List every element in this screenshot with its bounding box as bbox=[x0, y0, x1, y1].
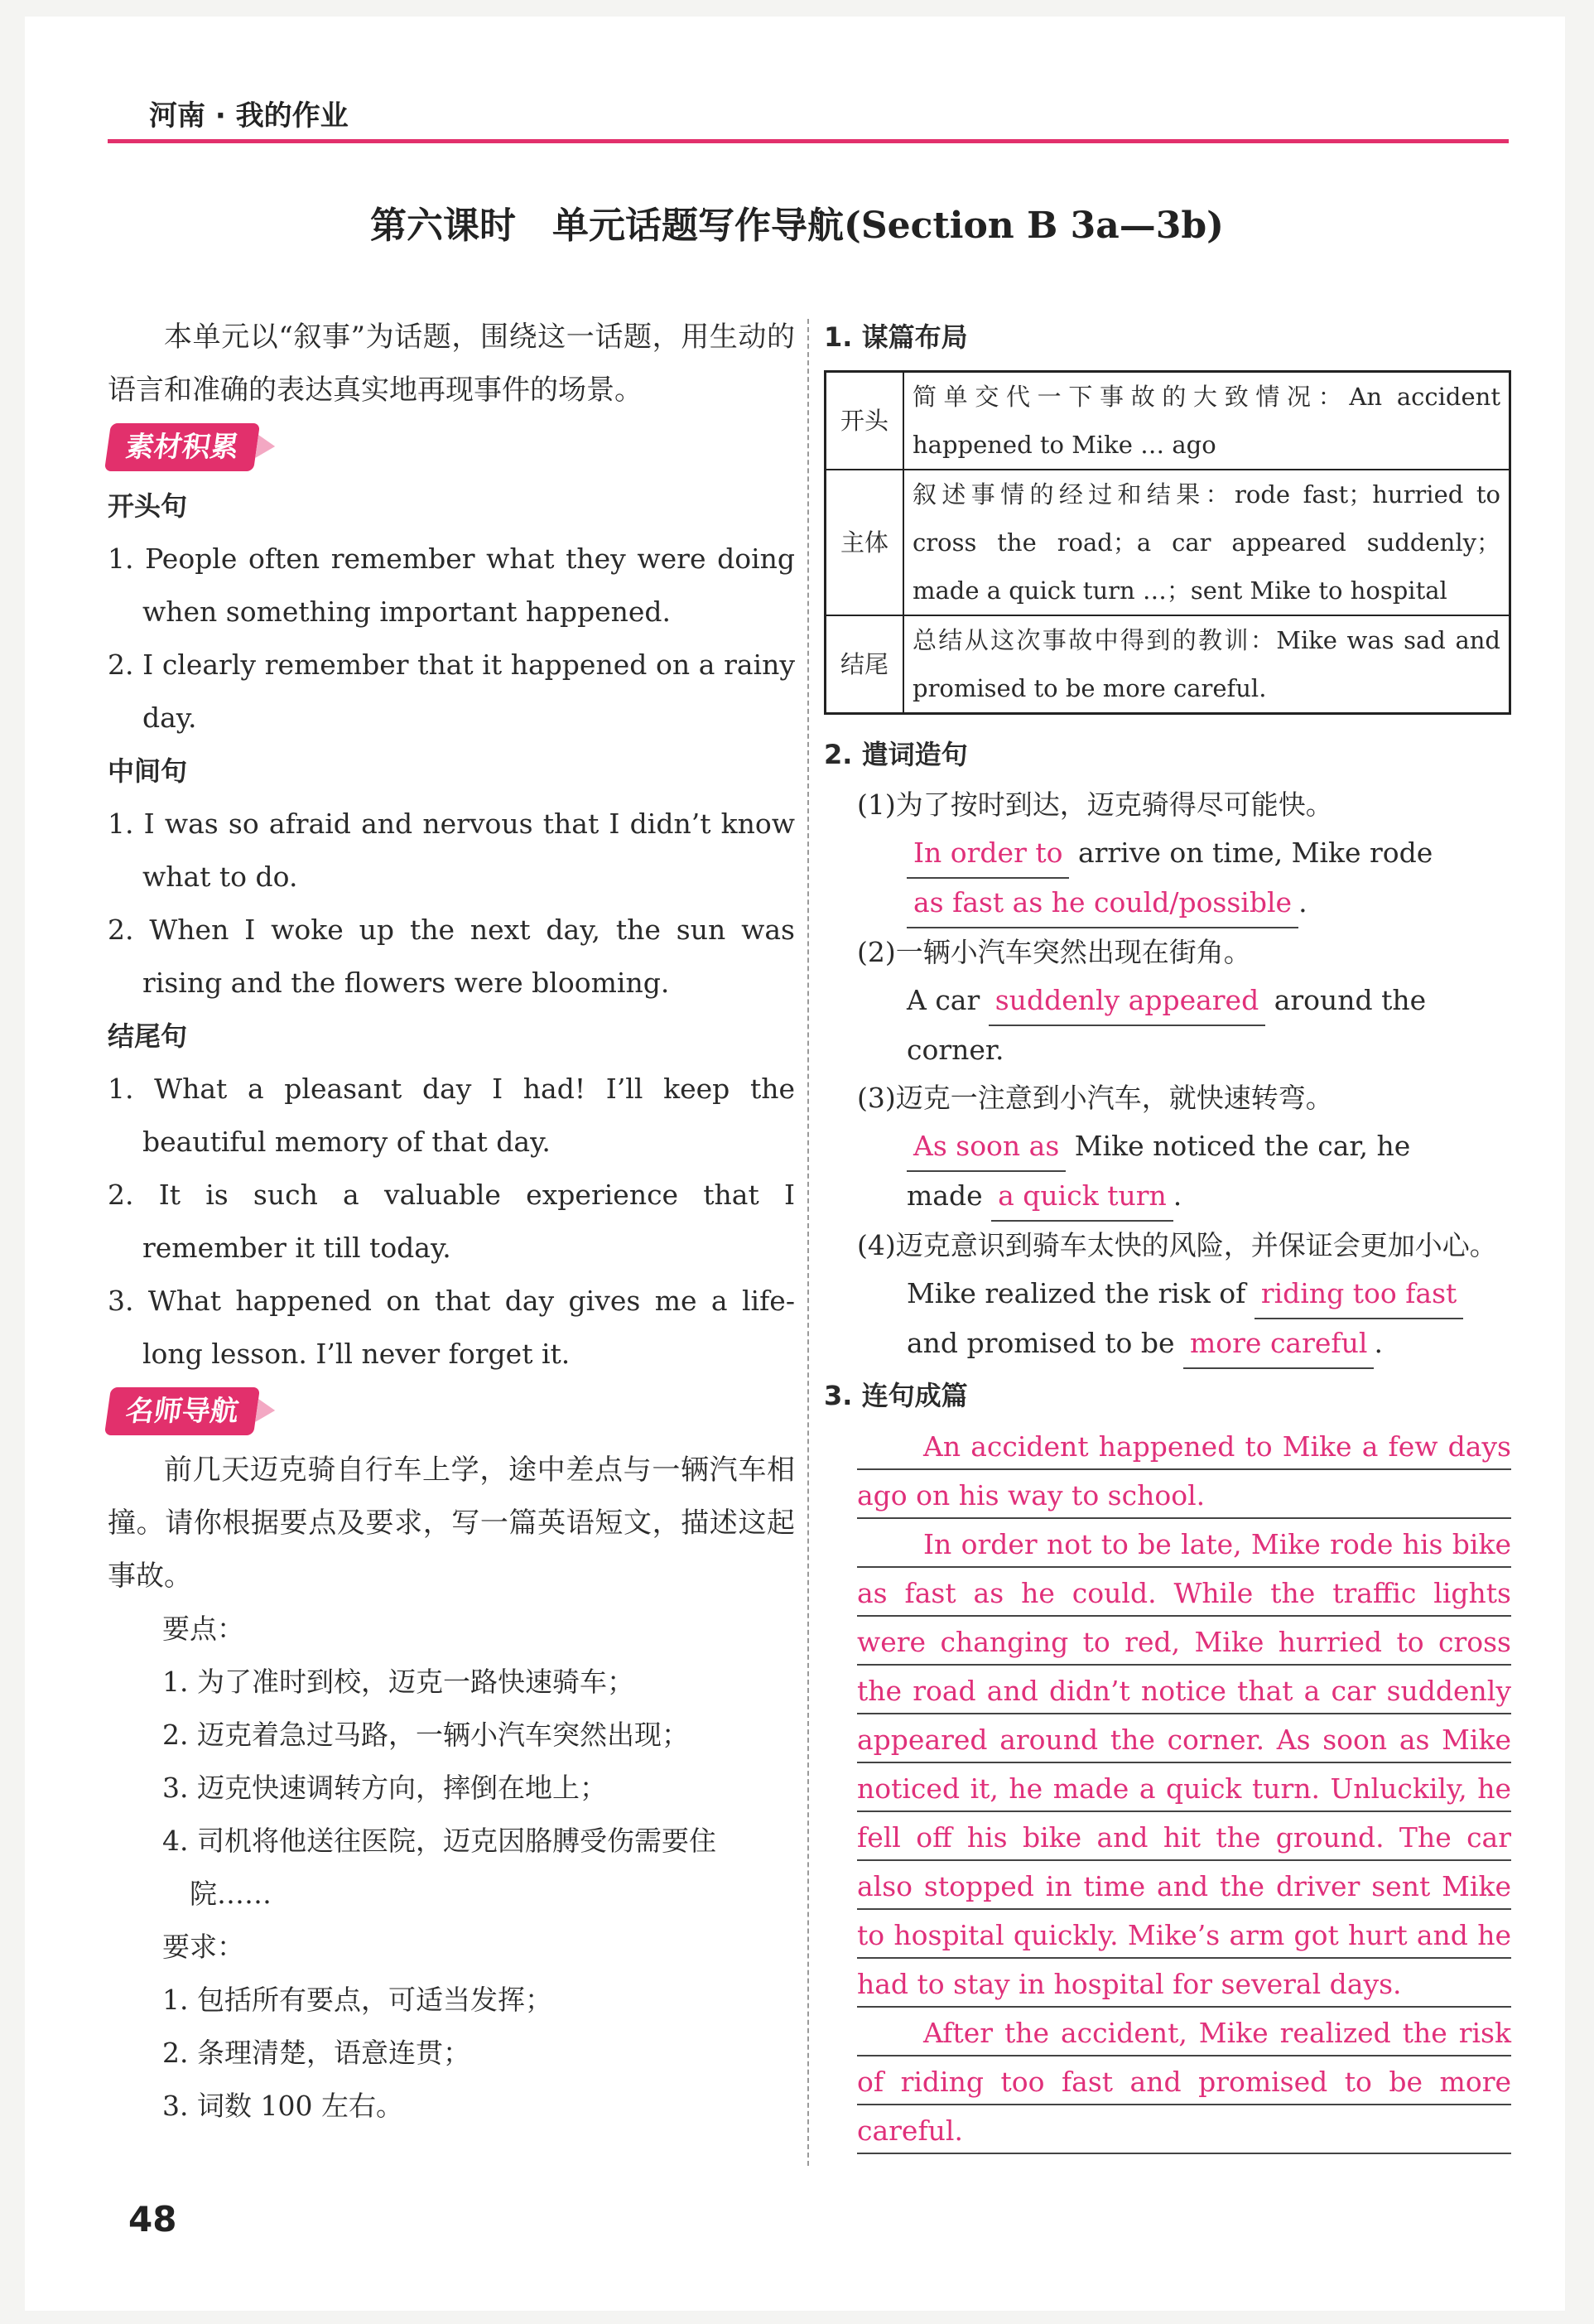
exercise-answer-line bbox=[824, 1319, 1511, 1369]
outline-text: 叙述事情的经过和结果：rode fast；hurried to cross the road；a car appeared suddenly；made a quick turn …；sent Mike to hospital bbox=[903, 470, 1510, 615]
task-description: 前几天迈克骑自行车上学，途中差点与一辆汽车相撞。请你根据要点及要求，写一篇英语短文，描述这起事故。 bbox=[108, 1454, 795, 1593]
answer-text: around the corner. bbox=[907, 984, 1427, 1066]
exercise-list bbox=[824, 781, 1511, 1369]
outline-text: 简单交代一下事故的大致情况：An accident happened to Mike … ago bbox=[903, 372, 1510, 470]
outline-table bbox=[824, 370, 1511, 715]
answer-text: Mike realized the risk of bbox=[907, 1277, 1254, 1309]
exercise-prompt: (4)迈克意识到骑车太快的风险，并保证会更加小心。 bbox=[857, 1229, 1497, 1261]
exercise-prompt: (3)迈克一注意到小汽车，就快速转弯。 bbox=[857, 1082, 1333, 1114]
table-row bbox=[826, 372, 1510, 470]
exercise-answer-line bbox=[824, 976, 1511, 1074]
right-column bbox=[824, 311, 1511, 2155]
table-row bbox=[826, 615, 1510, 714]
point-item: 1. 为了准时到校，迈克一路快速骑车； bbox=[162, 1666, 634, 1698]
answer-text: made bbox=[907, 1179, 992, 1212]
material-badge: 素材积累 bbox=[104, 423, 260, 471]
opening-sentence: 1. People often remember what they were doing when something important happened. bbox=[108, 542, 795, 628]
answer-text: . bbox=[1298, 886, 1307, 919]
answer-blank[interactable]: a quick turn bbox=[991, 1172, 1173, 1222]
left-column bbox=[108, 311, 795, 2133]
section-wording-heading: 2. 遣词造句 bbox=[824, 739, 968, 770]
ending-sentence: 3. What happened on that day gives me a life-long lesson. I’ll never forget it. bbox=[108, 1285, 795, 1370]
outline-label: 结尾 bbox=[826, 615, 904, 714]
teacher-guide-badge: 名师导航 bbox=[104, 1387, 260, 1435]
table-row bbox=[826, 470, 1510, 615]
points-label: 要点： bbox=[162, 1613, 244, 1645]
outline-label: 主体 bbox=[826, 470, 904, 615]
opening-sentence: 2. I clearly remember that it happened on a rainy day. bbox=[108, 649, 795, 734]
page-number: 48 bbox=[128, 2199, 177, 2240]
essay-paragraph bbox=[857, 2008, 1511, 2155]
essay-text: An accident happened to Mike a few days ago on his way to school. bbox=[857, 1430, 1511, 1512]
requirement-item: 3. 词数 100 左右。 bbox=[162, 2090, 403, 2122]
ending-sentence: 2. It is such a valuable experience that I remember it till today. bbox=[108, 1179, 795, 1264]
answer-blank[interactable]: As soon as bbox=[907, 1122, 1066, 1172]
answer-text: arrive on time, Mike rode bbox=[1069, 837, 1433, 869]
middle-sentence: 1. I was so afraid and nervous that I didn’t know what to do. bbox=[108, 808, 795, 893]
answer-blank[interactable]: suddenly appeared bbox=[989, 976, 1265, 1026]
requirements-label: 要求： bbox=[162, 1931, 244, 1963]
exercise-answer-line bbox=[824, 1270, 1511, 1319]
answer-blank[interactable]: as fast as he could/possible bbox=[907, 879, 1298, 928]
answer-text: and promised to be bbox=[907, 1327, 1183, 1359]
answer-text: . bbox=[1374, 1327, 1383, 1359]
requirement-item: 1. 包括所有要点，可适当发挥； bbox=[162, 1984, 552, 2016]
outline-text: 总结从这次事故中得到的教训：Mike was sad and promised to be more careful. bbox=[903, 615, 1510, 714]
running-header: 河南 · 我的作业 bbox=[149, 99, 349, 133]
exercise-answer-line bbox=[824, 829, 1511, 879]
exercise-prompt: (1)为了按时到达，迈克骑得尽可能快。 bbox=[857, 788, 1333, 821]
middle-heading: 中间句 bbox=[108, 755, 188, 787]
section-structure-heading: 1. 谋篇布局 bbox=[824, 321, 968, 353]
point-item: 2. 迈克着急过马路，一辆小汽车突然出现； bbox=[162, 1719, 689, 1751]
answer-blank[interactable]: riding too fast bbox=[1254, 1270, 1463, 1319]
essay-text: In order not to be late, Mike rode his bike as fast as he could. While the traffic lights were changing to red, Mike hurried to cross the road and didn’t notice that a car suddenly appeared around the corner. As soon as Mike noticed it, he made a quick turn. Unluckily, he fell off his bike and hit the ground. The car also stopped in time and the driver sent Mike to hospital quickly. Mike’s arm got hurt and he had to stay in hospital for several days. bbox=[857, 1528, 1511, 2000]
column-divider bbox=[807, 319, 809, 2166]
point-item: 3. 迈克快速调转方向，摔倒在地上； bbox=[162, 1772, 607, 1804]
answer-text: A car bbox=[907, 984, 989, 1016]
lesson-title: 第六课时 单元话题写作导航(Section B 3a—3b) bbox=[370, 205, 1224, 247]
middle-sentence: 2. When I woke up the next day, the sun was rising and the flowers were blooming. bbox=[108, 914, 795, 999]
outline-label: 开头 bbox=[826, 372, 904, 470]
essay-paragraph bbox=[857, 1422, 1511, 1520]
point-item: 4. 司机将他送往医院，迈克因胳膊受伤需要住院…… bbox=[162, 1825, 716, 1910]
requirement-item: 2. 条理清楚，语意连贯； bbox=[162, 2037, 470, 2069]
answer-text: . bbox=[1173, 1179, 1182, 1212]
exercise-prompt: (2)一辆小汽车突然出现在街角。 bbox=[857, 936, 1251, 968]
essay-text: After the accident, Mike realized the risk of riding too fast and promised to be more careful. bbox=[857, 2017, 1511, 2147]
answer-text: Mike noticed the car, he bbox=[1066, 1130, 1411, 1162]
ending-heading: 结尾句 bbox=[108, 1020, 188, 1052]
essay-paragraph bbox=[857, 1520, 1511, 2008]
model-essay bbox=[857, 1422, 1511, 2155]
exercise-answer-line bbox=[824, 879, 1511, 928]
section-essay-heading: 3. 连句成篇 bbox=[824, 1380, 968, 1411]
answer-blank[interactable]: In order to bbox=[907, 829, 1069, 879]
exercise-answer-line bbox=[824, 1122, 1511, 1172]
ending-sentence: 1. What a pleasant day I had! I’ll keep the beautiful memory of that day. bbox=[108, 1073, 795, 1158]
opening-heading: 开头句 bbox=[108, 490, 188, 522]
exercise-answer-line bbox=[824, 1172, 1511, 1222]
intro-paragraph: 本单元以“叙事”为话题，围绕这一话题，用生动的语言和准确的表达真实地再现事件的场景。 bbox=[108, 321, 795, 407]
answer-blank[interactable]: more careful bbox=[1183, 1319, 1374, 1369]
header-rule bbox=[108, 139, 1509, 143]
